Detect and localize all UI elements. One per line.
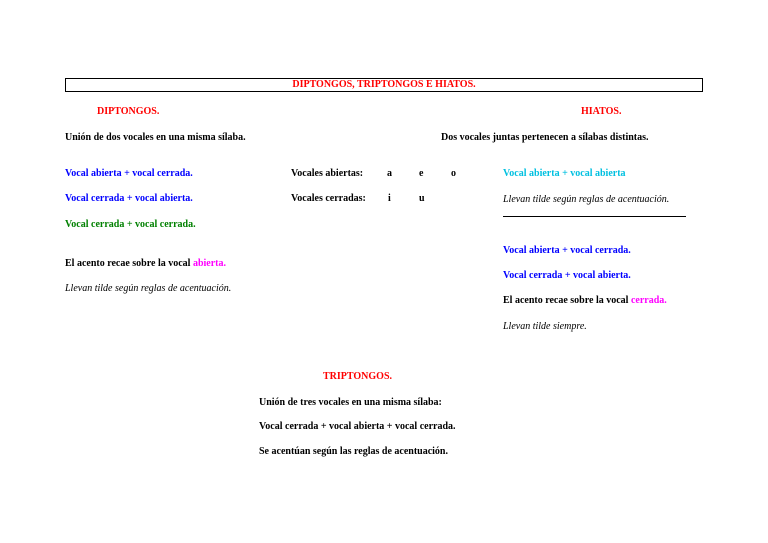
diptongos-tilde-note: Llevan tilde según reglas de acentuación. <box>65 283 232 294</box>
hiatos-tilde-note-2: Llevan tilde siempre. <box>503 321 587 332</box>
diptongos-rule-closed-closed: Vocal cerrada + vocal cerrada. <box>65 219 196 230</box>
open-vowel-a: a <box>387 168 392 179</box>
open-vowel-o: o <box>451 168 456 179</box>
open-vowel-e: e <box>419 168 424 179</box>
hiatos-rule-open-open: Vocal abierta + vocal abierta <box>503 168 626 179</box>
triptongos-definition: Unión de tres vocales en una misma sílaba: <box>259 397 442 408</box>
hiatos-tilde-note-1: Llevan tilde según reglas de acentuación. <box>503 194 670 205</box>
diptongos-rule-closed-open: Vocal cerrada + vocal abierta. <box>65 193 193 204</box>
diptongos-accent-prefix: El acento recae sobre la vocal <box>65 258 193 269</box>
hiatos-accent-word: cerrada. <box>630 295 667 306</box>
hiatos-accent-prefix: El acento recae sobre la vocal <box>503 295 631 306</box>
diptongos-definition: Unión de dos vocales en una misma sílaba. <box>65 132 246 143</box>
hiatos-accent-rule <box>503 295 667 306</box>
diptongos-accent-word: abierta. <box>192 258 226 269</box>
hiatos-rule-open-closed: Vocal abierta + vocal cerrada. <box>503 245 631 256</box>
triptongos-rule: Vocal cerrada + vocal abierta + vocal cerrada. <box>259 421 456 432</box>
closed-vowel-u: u <box>419 193 425 204</box>
closed-vowels-label: Vocales cerradas: <box>291 193 366 204</box>
diptongos-accent-rule <box>65 258 226 269</box>
section-divider <box>503 216 686 217</box>
diptongos-rule-open-closed: Vocal abierta + vocal cerrada. <box>65 168 193 179</box>
diptongos-heading: DIPTONGOS. <box>97 106 160 117</box>
triptongos-accent-note: Se acentúan según las reglas de acentuación. <box>259 446 448 457</box>
closed-vowel-i: i <box>388 193 391 204</box>
page-title: DIPTONGOS, TRIPTONGOS E HIATOS. <box>65 78 703 92</box>
hiatos-heading: HIATOS. <box>581 106 622 117</box>
triptongos-heading: TRIPTONGOS. <box>323 371 392 382</box>
hiatos-definition: Dos vocales juntas pertenecen a sílabas distintas. <box>441 132 649 143</box>
open-vowels-label: Vocales abiertas: <box>291 168 364 179</box>
hiatos-rule-closed-open: Vocal cerrada + vocal abierta. <box>503 270 631 281</box>
